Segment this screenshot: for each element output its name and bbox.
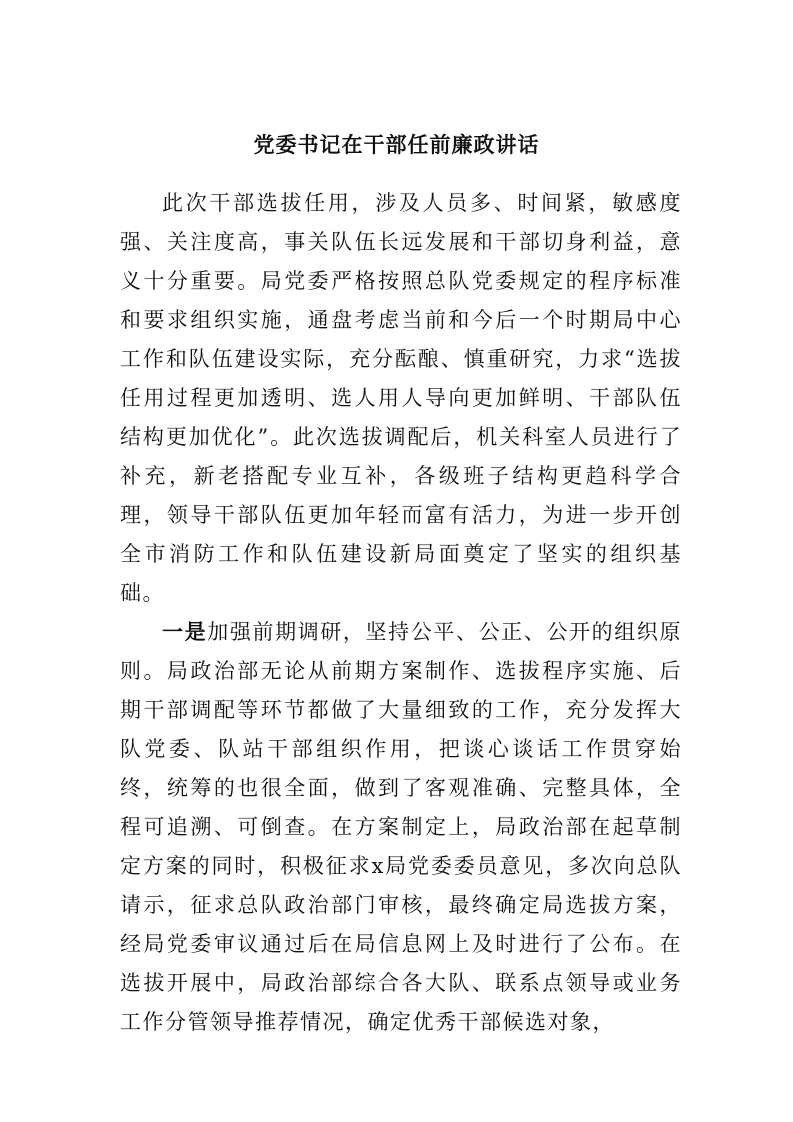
paragraph-point-one (120, 613, 682, 1042)
paragraph-intro-text: 此次干部选拔任用，涉及人员多、时间紧，敏感度强、关注度高，事关队伍长远发展和干部切身利益，意义十分重要。局党委严格按照总队党委规定的程序标准和要求组织实施，通盘考虑当前和今后一个时期局中心工作和队伍建设实际，充分酝酿、慎重研究，力求“选拔任用过程更加透明、选人用人导向更加鲜明、干部队伍结构更加优化”。此次选拔调配后，机关科室人员进行了补充，新老搭配专业互补，各级班子结构更趋科学合理，领导干部队伍更加年轻而富有活力，为进一步开创全市消防工作和队伍建设新局面奠定了坚实的组织基础。 (120, 191, 682, 605)
document-title: 党委书记在干部任前廉政讲话 (253, 132, 540, 157)
paragraph-intro (120, 184, 682, 613)
paragraph-point-one-text: 加强前期调研，坚持公平、公正、公开的组织原则。局政治部无论从前期方案制作、选拔程序实施、后期干部调配等环节都做了大量细致的工作，充分发挥大队党委、队站干部组织作用，把谈心谈话工作贯穿始终，统筹的也很全面，做到了客观准确、完整具体，全程可追溯、可倒查。在方案制定上，局政治部在起草制定方案的同时，积极征求x局党委委员意见，多次向总队请示，征求总队政治部门审核，最终确定局选拔方案，经局党委审议通过后在局信息网上及时进行了公布。在选拔开展中，局政治部综合各大队、联系点领导或业务工作分管领导推荐情况，确定优秀干部候选对象， (120, 620, 683, 1034)
paragraph-point-one-lead: 一是 (162, 620, 208, 644)
document-body (120, 184, 682, 1042)
